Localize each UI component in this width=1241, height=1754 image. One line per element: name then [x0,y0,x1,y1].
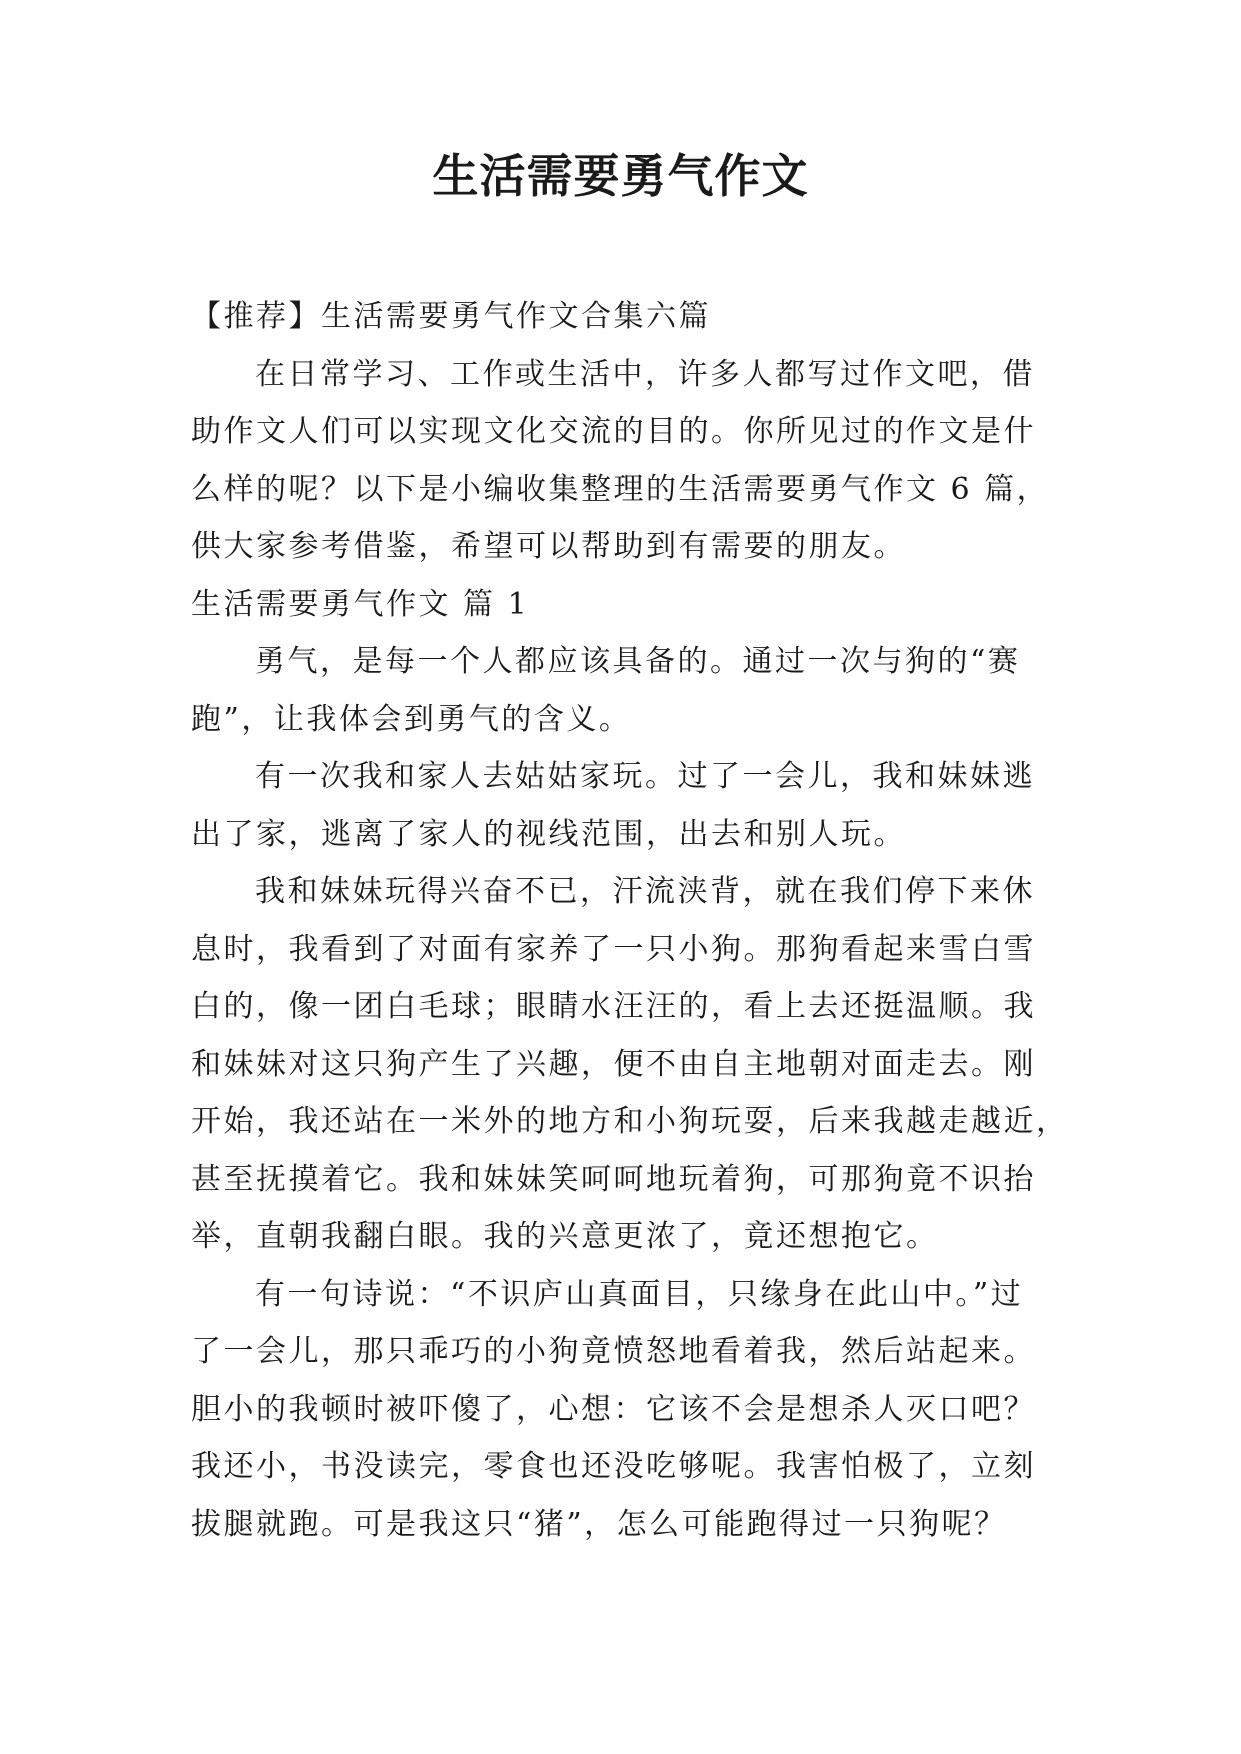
text-line: 甚至抚摸着它。我和妹妹笑呵呵地玩着狗，可那狗竟不识抬 [191,1161,1036,1197]
text-line: 我还小，书没读完，零食也还没吃够呢。我害怕极了，立刻 [191,1449,1036,1484]
text-line: 白的，像一团白毛球；眼睛水汪汪的，看上去还挺温顺。我 [191,989,1036,1024]
text-line: 举，直朝我翻白眼。我的兴意更浓了，竟还想抱它。 [191,1219,939,1254]
text-line: 【推荐】生活需要勇气作文合集六篇 [191,299,711,334]
text-line: 出了家，逃离了家人的视线范围，出去和别人玩。 [191,816,906,852]
text-line: 么样的呢？以下是小编收集整理的生活需要勇气作文 6 篇， [191,471,1050,507]
text-line: 助作文人们可以实现文化交流的目的。你所见过的作文是什 [191,414,1036,449]
text-line: 有一次我和家人去姑姑家玩。过了一会儿，我和妹妹逃 [255,759,1035,794]
text-line: 在日常学习、工作或生活中，许多人都写过作文吧，借 [255,356,1035,392]
text-line: 开始，我还站在一米外的地方和小狗玩耍，后来我越走越近， [191,1104,1069,1139]
text-line: 拔腿就跑。可是我这只“猪”，怎么可能跑得过一只狗呢？ [191,1506,1007,1542]
text-line: 息时，我看到了对面有家养了一只小狗。那狗看起来雪白雪 [191,931,1036,967]
text-line: 勇气，是每一个人都应该具备的。通过一次与狗的“赛 [255,644,1021,679]
text-line: 跑”，让我体会到勇气的含义。 [191,701,632,737]
text-line: 了一会儿，那只乖巧的小狗竟愤怒地看着我，然后站起来。 [191,1334,1036,1369]
text-line: 供大家参考借鉴，希望可以帮助到有需要的朋友。 [191,529,906,564]
text-line: 我和妹妹玩得兴奋不已，汗流浃背，就在我们停下来休 [255,874,1035,909]
text-line: 胆小的我顿时被吓傻了，心想：它该不会是想杀人灭口吧？ [191,1391,1036,1427]
text-line: 有一句诗说：“不识庐山真面目，只缘身在此山中。”过 [255,1276,1024,1312]
document-title: 生活需要勇气作文 [432,149,809,203]
text-line: 生活需要勇气作文 篇 1 [191,586,530,622]
document-body [191,288,1069,1553]
text-line: 和妹妹对这只狗产生了兴趣，便不由自主地朝对面走去。刚 [191,1046,1036,1082]
